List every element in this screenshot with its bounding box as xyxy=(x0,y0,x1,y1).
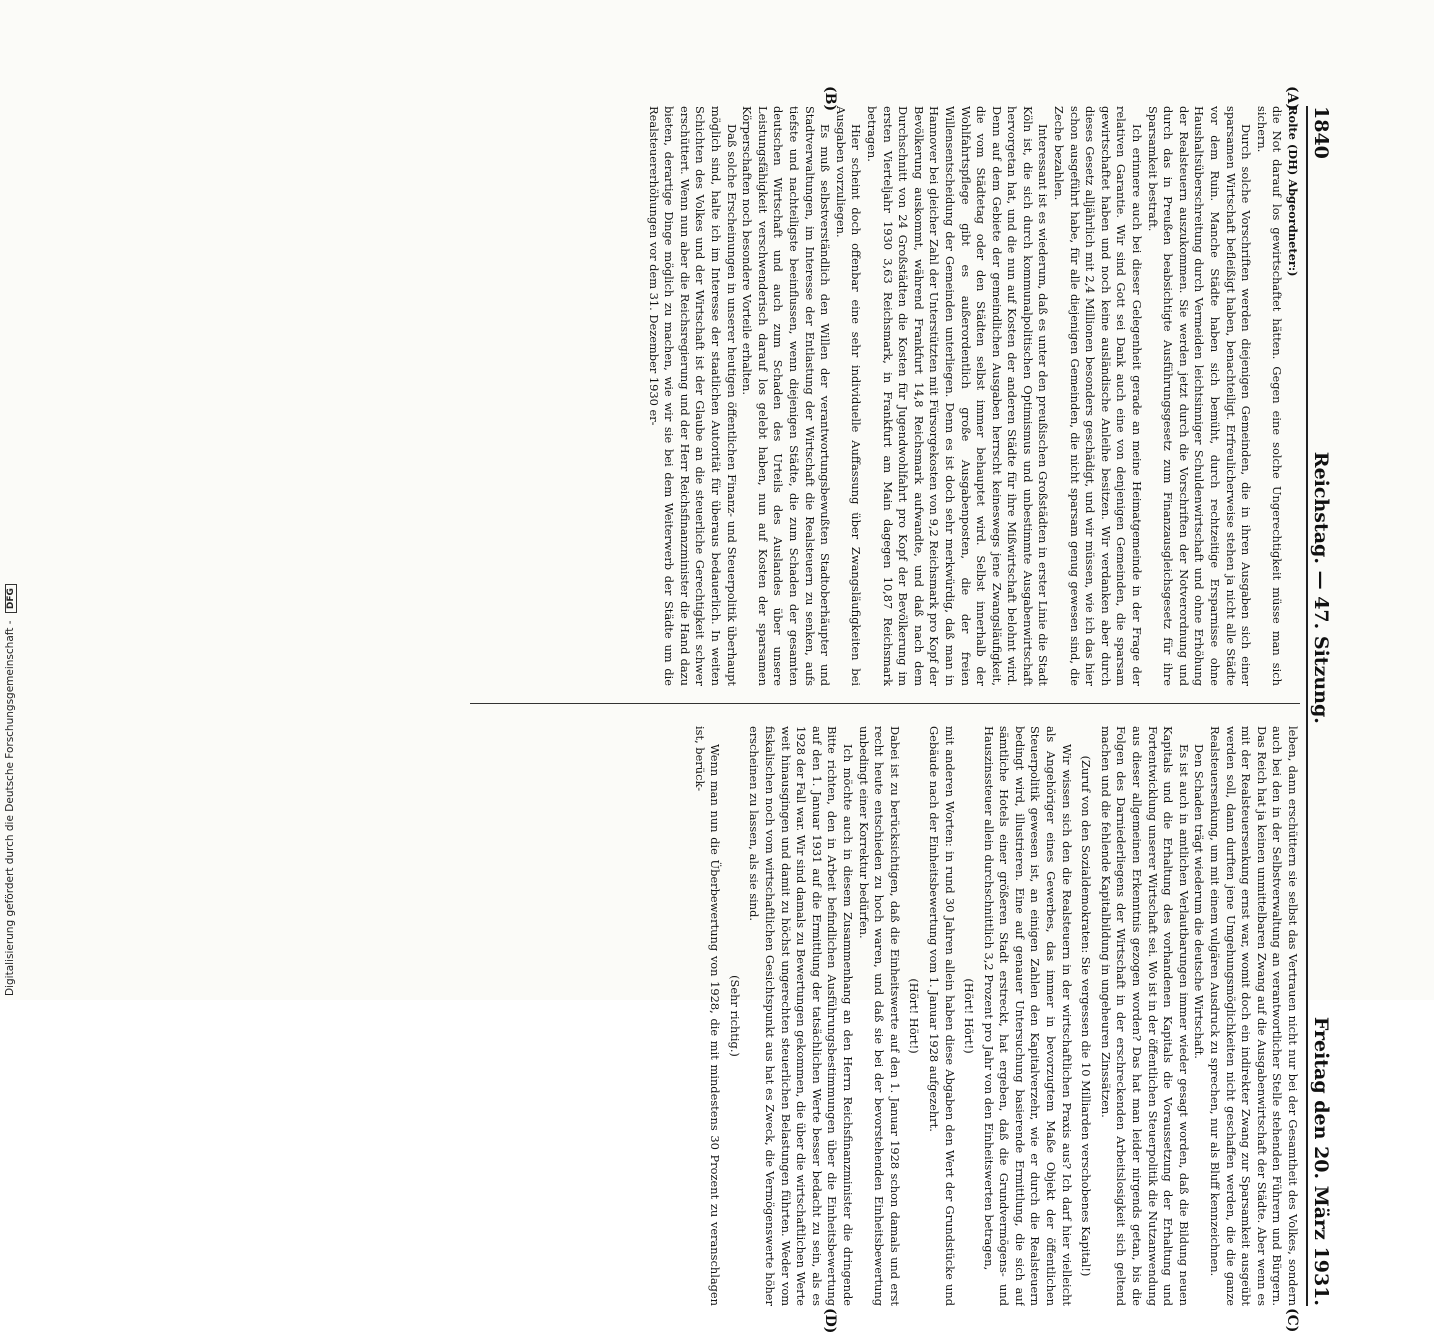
digitization-note: Digitalisierung gefördert durch die Deutsche Forschungsgemeinschaft - xyxy=(4,620,16,996)
paragraph: Ich möchte auch in diesem Zusammenhang an den Herrn Reichsfinanzminister die dringende Bitte richten, den in Arbeit befindlichen Ausführungsbestimmungen über die Einheitsbewertung auf den 1. Januar 1931 auf die Ermittlung der tatsächlichen Werte besser bedacht zu sein, als es 1928 der Fall war. Wir sind damals zu Bewertungen gekommen, die über die wirtschaftlichen Werte weit hinausgingen und damit zu höchst ungerechten steuerlichen Belastungen führten. Weder vom fiskalischen noch vom wirtschaftlichen Gesichtspunkt aus hat es Zweck, die Vermögenswerte höher erscheinen zu lassen, als sie sind. xyxy=(747,726,855,1306)
paragraph: die Not darauf los gewirtschaftet hätten. Gegen eine solche Ungerechtigkeit müsse man sich sichern. xyxy=(1254,106,1285,686)
column-divider xyxy=(470,703,1300,704)
margin-mark-a: (A) xyxy=(1284,86,1300,111)
paragraph: leben, dann erschüttern sie selbst das Vertrauen nicht nur bei der Gesamtheit des Volkes, sondern auch bei den in der Selbstverwaltung an verantwortlicher Stelle stehenden Führern und Bürgern. Das Reich hat ja keinen unmittelbaren Zwang auf die Ausgabenwirtschaft der Städte. Aber wenn es mit der Realsteuersenkung ernst war, womit doch ein indirekter Zwang zur Sparsamkeit ausgeübt werden soll, dann durften jene Umgehungsmöglichkeiten nicht geschaffen werden, die die ganze Realsteuersenkung, um mit einem vulgären Ausdruck zu sprechen, nur als Bluff kennzeichnen. xyxy=(1208,726,1300,1306)
page-header xyxy=(1310,106,1334,1306)
right-column xyxy=(470,726,1300,1306)
paragraph: Den Schaden trägt wiederum die deutsche Wirtschaft. xyxy=(1192,744,1207,1059)
interjection: (Zuruf von den Sozialdemokraten: Sie vergessen die 10 Milliarden verschobenes Kapital!) xyxy=(1079,755,1094,1277)
paragraph: Durch solche Vorschriften werden diejenigen Gemeinden, die in ihren Ausgaben sich einer sparsamen Wirtschaft befleißigt haben, benachteiligt. Erfreulicherweise stehen ja nicht alle Städte vor dem Ruin. Manche Städte haben sich bemüht, durch rechtzeitige Ersparnisse ohne Haushaltsüberschreitung durch Vermeiden leichtsinniger Schuldenwirtschaft und ohne Erhöhung der Realsteuern auszukommen. Sie werden jetzt durch die Vorschriften der Notverordnung und durch das in Preußen beabsichtigte Ausführungsgesetz zum Finanzausgleichsgesetz für ihre Sparsamkeit bestraft. xyxy=(1145,106,1254,686)
paragraph: mit anderen Worten: in rund 30 Jahren allein haben diese Abgaben den Wert der Grundstücke und Gebäude nach der Einheitsbewertung vom 1. Januar 1928 aufgezehrt. xyxy=(926,726,957,1306)
interjection: (Hört! Hört!) xyxy=(907,978,922,1054)
paragraph: Wenn man nun die Überbewertung von 1928, die mit mindestens 30 Prozent zu veranschlagen ist, berück- xyxy=(692,726,723,1306)
interjection: (Sehr richtig.) xyxy=(727,975,742,1057)
left-column xyxy=(470,106,1300,686)
paragraph: Daß solche Erscheinungen in unserer heutigen öffentlichen Finanz- und Steuerpolitik überhaupt möglich sind, halte ich im Interesse der staatlichen Autorität für überaus bedauerlich. In weiten Schichten des Volkes und der Wirtschaft ist der Glaube an die steuerliche Gerechtigkeit schwer erschüttert. Wenn nun aber die Reichsregierung und der Herr Reichsfinanzminister die Hand dazu bieten, derartige Dinge möglich zu machen, wie wir sie bei dem Weiterwerb der Städte um die Realsteuererhöhungen vor dem 31. Dezember 1930 er- xyxy=(646,106,739,686)
dfg-logo: DFG xyxy=(5,584,17,613)
paragraph: Es ist auch in amtlichen Verlautbarungen immer wieder gesagt worden, daß die Bildung neuen Kapitals und die Erhaltung des vorhandenen Kapitals die Voraussetzung der Erhaltung und Fortentwicklung unserer Wirtschaft sei. Wo ist in der öffentlichen Steuerpolitik die Nutzanwendung aus dieser allgemeinen Erkenntnis gezogen worden? Das hat man leider nirgends getan, bis die Folgen des Darniederliegens der Wirtschaft in der erschreckenden Arbeitslosigkeit sich geltend machen und die fehlende Kapitalbildung in ungeheuren Zinssätzen. xyxy=(1098,726,1191,1306)
interjection: (Hört! Hört!) xyxy=(962,978,977,1054)
page-title: Reichstag. — 47. Sitzung. xyxy=(1310,451,1332,724)
speaker-line xyxy=(1284,106,1300,686)
paragraph: Hier scheint doch offenbar eine sehr individuelle Auffassung über Zwangsläufigkeiten bei Ausgaben vorzuliegen. xyxy=(833,106,864,686)
paragraph: Wir wissen sich den die Realsteuern in der wirtschaftlichen Praxis aus? Ich darf hier vielleicht als Angehöriger eines Gewerbes, das immer in bevorzugtem Maße Objekt der öffentlichen Steuerpolitik gewesen ist, an einigen Zahlen den Kapitalverzehr, wie er durch die Realsteuern bedingt wird, illustrieren. Eine auf genauer Untersuchung basierende Ermittlung, die sich auf sämtliche Hotels einer größeren Stadt erstreckt, hat ergeben, daß die Grundvermögens- und Hauszinssteuer allein durchschnittlich 3,2 Prozent pro Jahr von den Einheitswerten betragen, xyxy=(981,726,1074,1306)
paragraph: Es muß selbstverständlich den Willen der verantwortungsbewußten Stadtoberhäupter und Stadtverwaltungen, im Interesse der Entlastung der Wirtschaft die Realsteuern zu senken, aufs tiefste und nachteiligste beeinflussen, wenn diejenigen Städte, die zum Schaden der gesamten deutschen Wirtschaft und auch zum Schaden des Urteils des Auslandes über unsere Leistungsfähigkeit verschwenderisch darauf los gelebt haben, nun auf Kosten der sparsamen Körperschaften noch besondere Vorteile erhalten. xyxy=(740,106,833,686)
header-rule xyxy=(1306,106,1308,1306)
paragraph: Ich erinnere auch bei dieser Gelegenheit gerade an meine Heimatgemeinde in der Frage der relativen Garantie. Wir sind Gott sei Dank auch eine von denjenigen Gemeinden, die sparsam gewirtschaftet haben und noch keine ausländische Anleihe besitzen. Wir verdanken aber durch dieses Gesetz alljährlich mit 2,4 Millionen besonders geschädigt, und wir müssen, wie ich das hier schon ausgeführt habe, für alle diejenigen Gemeinden, die nicht sparsam genug gewesen sind, die Zeche bezahlen. xyxy=(1052,106,1145,686)
margin-mark-b: (B) xyxy=(822,86,838,112)
digitization-footer xyxy=(4,0,20,996)
paragraph: Interessant ist es wiederum, daß es unter den preußischen Großstädten in erster Linie die Stadt Köln ist, die sich durch kommunalpolitischen Optimismus und unbestimmte Ausgabenwirtschaft hervorgetan hat, und die nun auf Kosten der anderen Städte für ihre Mißwirtschaft belohnt wird. Denn auf dem Gebiete der gemeindlichen Ausgaben herrscht keineswegs jene Zwangsläufigkeit, die vom Städtetag oder den Städten selbst immer behauptet wird. Selbst innerhalb der Wohlfahrtspflege gibt es außerordentlich große Ausgabenposten, die der freien Willensentscheidung der Gemeinden unterliegen. Denn es ist doch sehr merkwürdig, daß man in Hannover bei gleicher Zahl der Unterstützten mit Fürsorgekosten von 9,2 Reichsmark pro Kopf der Bevölkerung auskommt, während Frankfurt 14,8 Reichsmark aufwandte, und daß nach dem Durchschnitt von 24 Großstädten die Kosten für Jugendwohlfahrt pro Kopf der Bevölkerung im ersten Vierteljahr 1930 3,63 Reichsmark, in Frankfurt am Main dagegen 10,87 Reichsmark betragen. xyxy=(864,106,1051,686)
paragraph: Dabei ist zu berücksichtigen, daß die Einheitswerte auf den 1. Januar 1928 schon damals und erst recht heute entschieden zu hoch waren, und daß sie bei der bevorstehenden Einheitsbewertung unbedingt einer Korrektur bedürfen. xyxy=(856,726,902,1306)
speaker-name: Rolte (DH) Abgeordneter:) xyxy=(1286,106,1300,277)
margin-mark-c: (C) xyxy=(1284,1308,1300,1333)
page-date: Freitag den 20. März 1931. xyxy=(1310,1016,1332,1306)
margin-mark-d: (D) xyxy=(822,1308,838,1333)
page-number: 1840 xyxy=(1310,106,1332,159)
